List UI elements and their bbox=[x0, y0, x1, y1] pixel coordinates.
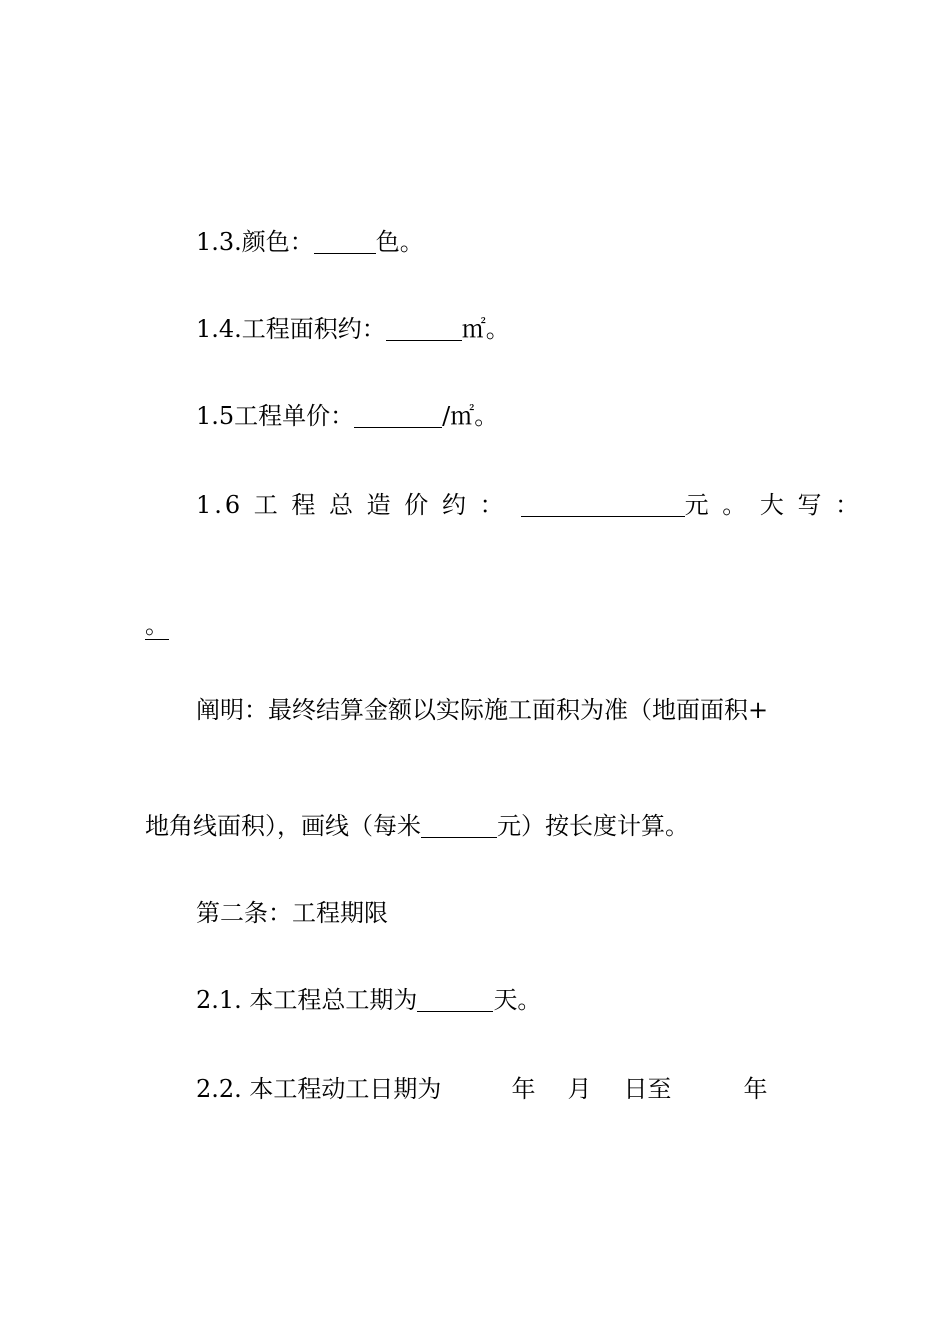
item-label: 1.6 工 程 总 造 价 约 ： bbox=[196, 491, 507, 519]
period-mark: 。 bbox=[145, 611, 169, 639]
item-1-5-unit-price bbox=[196, 401, 498, 431]
fill-blank bbox=[521, 492, 685, 517]
item-1-4-area bbox=[196, 314, 510, 344]
fill-blank bbox=[386, 316, 462, 341]
item-1-3-color bbox=[196, 227, 424, 257]
note-text: 阐明：最终结算金额以实际施工面积为准（地面面积+ bbox=[196, 696, 769, 724]
item-label: 1.3.颜色： bbox=[196, 228, 314, 256]
item-suffix: /㎡。 bbox=[442, 402, 499, 430]
item-2-1-duration bbox=[196, 985, 541, 1015]
item-1-6-continuation bbox=[145, 610, 169, 640]
item-label: 2.1. 本工程总工期为 bbox=[196, 986, 418, 1014]
item-2-2-start-date bbox=[196, 1074, 767, 1104]
day-to-label: 日至 bbox=[623, 1075, 672, 1103]
fill-blank bbox=[354, 403, 442, 428]
month-label: 月 bbox=[567, 1075, 592, 1103]
fill-blank bbox=[421, 813, 497, 838]
section-title: 第二条：工程期限 bbox=[196, 899, 388, 927]
item-1-6-total-cost bbox=[196, 490, 862, 520]
year-label: 年 bbox=[511, 1075, 536, 1103]
note-paragraph-line-2 bbox=[145, 811, 689, 841]
item-suffix: 天。 bbox=[493, 986, 542, 1014]
year-label-2: 年 bbox=[743, 1075, 768, 1103]
item-label: 2.2. 本工程动工日期为 bbox=[196, 1075, 442, 1103]
fill-blank bbox=[417, 987, 493, 1012]
item-suffix: ㎡。 bbox=[461, 315, 510, 343]
item-suffix: 元 。 大 写 ： bbox=[684, 491, 863, 519]
item-label: 1.4.工程面积约： bbox=[196, 315, 386, 343]
fill-blank bbox=[314, 229, 376, 254]
section-heading-article-2 bbox=[196, 898, 388, 928]
note-text: 地角线面积），画线（每米 bbox=[145, 812, 421, 840]
item-suffix: 色。 bbox=[375, 228, 424, 256]
note-suffix: 元）按长度计算。 bbox=[497, 812, 689, 840]
item-label: 1.5工程单价： bbox=[196, 402, 355, 430]
note-paragraph-line-1 bbox=[196, 695, 768, 725]
